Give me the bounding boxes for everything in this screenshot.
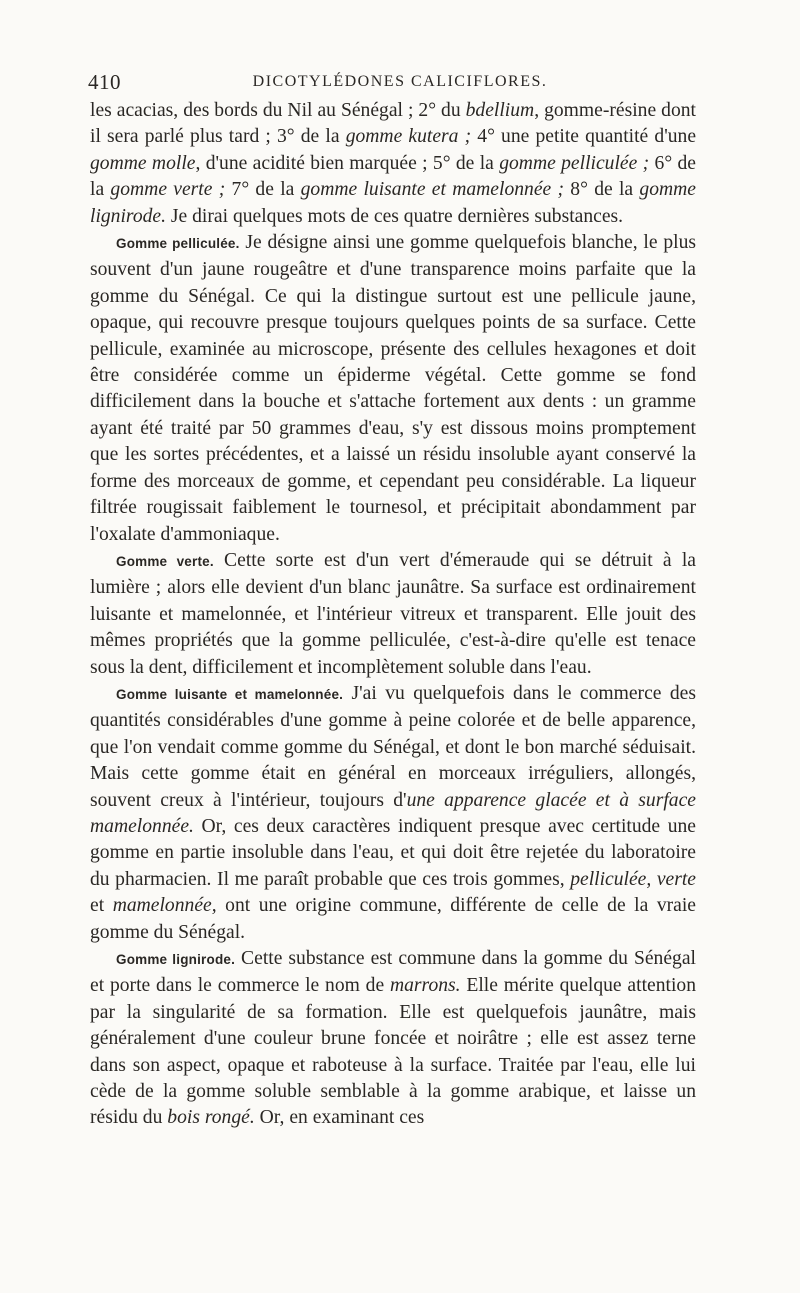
running-title: DICOTYLÉDONES CALICIFLORES. — [252, 73, 548, 90]
section-lead: Gomme pelliculée. — [116, 236, 240, 252]
section-lead: Gomme verte. — [116, 553, 214, 569]
paragraph-continued: les acacias, des bords du Nil au Sénégal ; 2° du bdellium, gomme-résine dont il sera parlé plus tard ; 3° de la gomme kutera ; 4° une petite quantité d'une gomme molle, d'une acidité bien marquée ; 5° de la gomme pelliculée ; 6° de la gomme verte ; 7° de la gomme luisante et mamelonnée ; 8° de la gomme lignirode. Je dirai quelques mots de ces quatre dernières substances. — [90, 100, 697, 227]
page-header — [88, 70, 712, 100]
paragraph-gomme-luisante: Gomme luisante et mamelonnée. J'ai vu quelquefois dans le commerce des quantités considérables d'une gomme à peine colorée et de belle apparence, que l'on vendait comme gomme du Sénégal, et dont le bon marché séduisait. Mais cette gomme était en général en morceaux irréguliers, allongés, souvent creux à l'intérieur, toujours d'une apparence glacée et à surface mamelonnée. Or, ces deux caractères indiquent presque avec certitude une gomme en partie insoluble dans l'eau, et qui doit être rejetée du laboratoire du pharmacien. Il me paraît probable que ces trois gommes, pelliculée, verte et mamelonnée, ont une origine commune, différente de celle de la vraie gomme du Sénégal. — [90, 682, 697, 943]
paragraph-gomme-verte: Gomme verte. Cette sorte est d'un vert d'émeraude qui se détruit à la lumière ; alors elle devient d'un blanc jaunâtre. Sa surface est ordinairement luisante et mamelonnée, et l'intérieur vitreux et transparent. Elle jouit des mêmes propriétés que la gomme pelliculée, c'est-à-dire qu'elle est tenace sous la dent, difficilement et incomplètement soluble dans l'eau. — [90, 549, 696, 678]
body-text — [90, 98, 696, 1132]
section-lead: Gomme lignirode. — [116, 952, 236, 967]
paragraph-gomme-lignirode: Gomme lignirode. Cette substance est commune dans la gomme du Sénégal et porte dans le commerce le nom de marrons. Elle mérite quelque attention par la singularité de sa formation. Elle est quelquefois jaunâtre, mais généralement d'une couleur brune foncée et noirâtre ; elle est assez terne dans son aspect, opaque et raboteuse à la surface. Traitée par l'eau, elle lui cède de la gomme soluble semblable à la gomme arabique, et laisse un résidu du bois rongé. Or, en examinant ces — [90, 948, 696, 1129]
paragraph-gomme-pelliculee: Gomme pelliculée. Je désigne ainsi une gomme quelquefois blanche, le plus souvent d'un jaune rougeâtre et d'une transparence moins parfaite que la gomme du Sénégal. Ce qui la distingue surtout est une pellicule jaune, opaque, qui recouvre presque toujours quelques points de sa surface. Cette pellicule, examinée au microscope, présente des cellules hexagones et doit être considérée comme un épiderme végétal. Cette gomme se fond difficilement dans la bouche et s'attache fortement aux dents : un gramme ayant été traité par 50 grammes d'eau, s'y est dissous moins promptement que les sortes précédentes, et a laissé un résidu insoluble ayant conservé la forme des morceaux de gomme, et cependant peu considérable. La liqueur filtrée rougissait faiblement le tournesol, et précipitait abondamment par l'oxalate d'ammoniaque. — [90, 232, 696, 545]
section-lead: Gomme luisante et mamelonnée. — [116, 686, 344, 702]
page-number: 410 — [88, 70, 121, 94]
